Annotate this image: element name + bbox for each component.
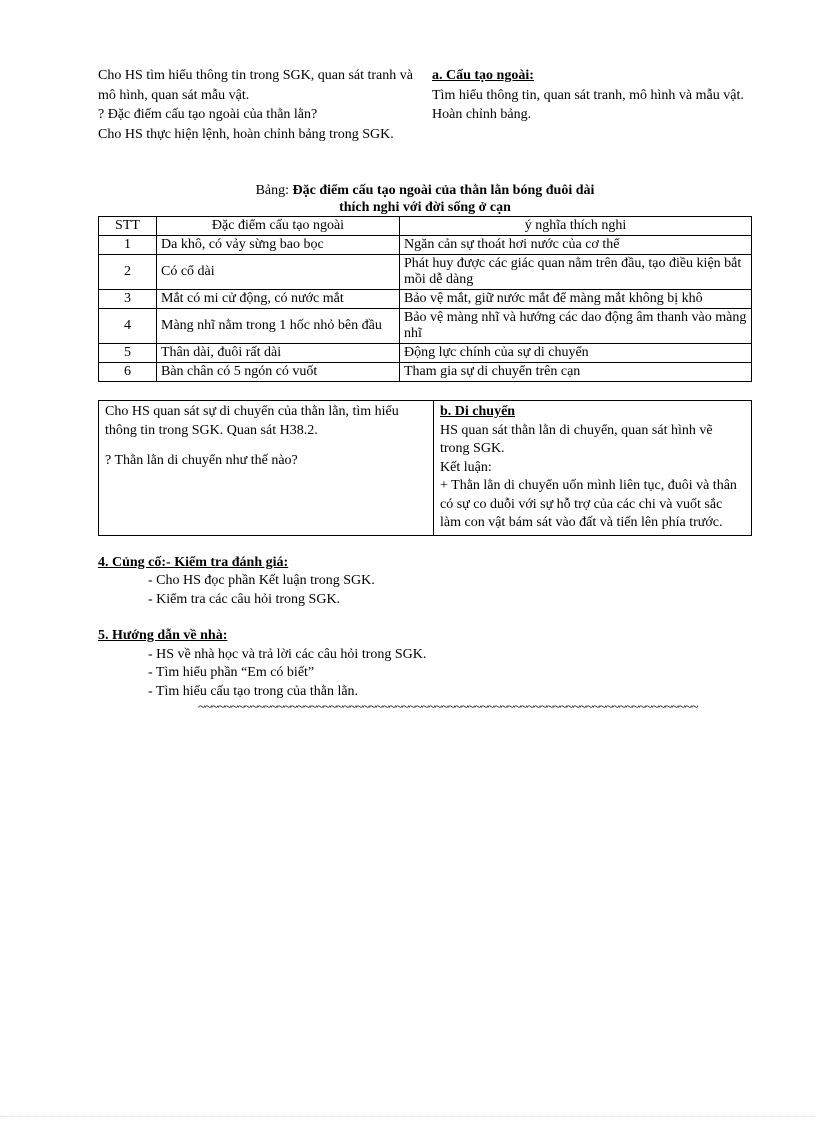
movement-student-cell — [434, 401, 752, 536]
table-header-row — [99, 217, 752, 236]
cell-meaning: Bảo vệ mắt, giữ nước mắt để màng mắt không bị khô — [400, 290, 752, 309]
cell-feature: Da khô, có vảy sừng bao bọc — [157, 236, 400, 255]
cell-feature: Thân dài, đuôi rất dài — [157, 344, 400, 363]
table-row — [99, 309, 752, 344]
structure-heading: a. Cấu tạo ngoài: — [432, 68, 534, 83]
list-item: - HS về nhà học và trả lời các câu hỏi trong SGK. — [148, 646, 427, 662]
cell-meaning: Phát huy được các giác quan nằm trên đầu, tạo điều kiện bắt mồi dễ dàng — [400, 255, 752, 290]
section-review-title: 4. Củng cố:- Kiểm tra đánh giá: — [98, 554, 289, 570]
cell-feature: Màng nhĩ nằm trong 1 hốc nhỏ bên đầu — [157, 309, 400, 344]
table-row — [99, 363, 752, 382]
cell-stt: 5 — [99, 344, 157, 363]
intro-left-line: Cho HS thực hiện lệnh, hoàn chỉnh bảng trong SGK. — [98, 126, 394, 142]
intro-teacher-column — [98, 66, 432, 144]
cell-meaning: Bảo vệ màng nhĩ và hướng các dao động âm thanh vào màng nhĩ — [400, 309, 752, 344]
features-table — [98, 216, 752, 382]
movement-right-line: HS quan sát thằn lằn di chuyển, quan sát hình vẽ trong SGK. — [440, 422, 713, 456]
table-row — [99, 290, 752, 309]
table-row — [99, 255, 752, 290]
movement-teacher-cell — [99, 401, 434, 536]
list-item: - Cho HS đọc phần Kết luận trong SGK. — [148, 573, 375, 588]
table-caption — [98, 182, 752, 216]
header-feature: Đặc điểm cấu tạo ngoài — [157, 217, 400, 236]
cell-stt: 3 — [99, 290, 157, 309]
header-meaning: ý nghĩa thích nghi — [400, 217, 752, 236]
separator-line: ~~~~~~~~~~~~~~~~~~~~~~~~~~~~~~~~~~~~~~~~~~~~~~~~~~~~~~~~~~~~~~~~~~~~~~~~~~~~ — [198, 700, 698, 715]
movement-heading: b. Di chuyển — [440, 404, 516, 419]
cell-meaning: Động lực chính của sự di chuyển — [400, 344, 752, 363]
intro-section — [98, 66, 752, 144]
movement-left-line: Cho HS quan sát sự di chuyển của thằn lằn, tìm hiểu thông tin trong SGK. Quan sát H38.2. — [105, 404, 399, 438]
cell-stt: 4 — [99, 309, 157, 344]
caption-title-line1: Đặc điểm cấu tạo ngoài của thằn lằn bóng đuôi dài — [292, 183, 595, 198]
page-footer-divider — [0, 1116, 816, 1117]
cell-feature: Mắt có mi cử động, có nước mắt — [157, 290, 400, 309]
movement-row — [99, 401, 752, 536]
intro-left-line: Cho HS tìm hiểu thông tin trong SGK, quan sát tranh và mô hình, quan sát mẫu vật. — [98, 68, 413, 103]
caption-title-line2: thích nghi với đời sống ở cạn — [339, 200, 511, 215]
caption-prefix: Bảng: — [255, 183, 293, 198]
list-item: - Kiểm tra các câu hỏi trong SGK. — [148, 591, 341, 607]
header-stt: STT — [99, 217, 157, 236]
cell-meaning: Tham gia sự di chuyển trên cạn — [400, 363, 752, 382]
section-homework-title: 5. Hướng dẫn về nhà: — [98, 628, 228, 643]
movement-table — [98, 400, 752, 536]
list-item: - Tìm hiểu cấu tạo trong của thằn lằn. — [148, 683, 359, 699]
section-homework — [98, 627, 752, 715]
intro-right-line: Tìm hiểu thông tin, quan sát tranh, mô hình và mẫu vật. — [432, 87, 744, 103]
cell-stt: 2 — [99, 255, 157, 290]
intro-right-line: Hoàn chỉnh bảng. — [432, 107, 532, 122]
movement-conclusion-label: Kết luận: — [440, 459, 492, 475]
section-homework-list — [98, 646, 752, 702]
table-row — [99, 344, 752, 363]
table-row — [99, 236, 752, 255]
cell-feature: Có cổ dài — [157, 255, 400, 290]
cell-stt: 1 — [99, 236, 157, 255]
movement-left-question: ? Thằn lằn di chuyển như thế nào? — [105, 453, 298, 468]
section-review — [98, 554, 752, 610]
section-review-list — [98, 572, 752, 609]
cell-meaning: Ngăn cản sự thoát hơi nước của cơ thể — [400, 236, 752, 255]
movement-conclusion: + Thằn lằn di chuyển uốn mình liên tục, đuôi và thân có sự co duỗi với sự hỗ trợ của các chi và vuốt sắc làm con vật bám sát vào đất và tiến lên phía trước. — [440, 478, 737, 530]
cell-stt: 6 — [99, 363, 157, 382]
document-page — [98, 66, 752, 715]
cell-feature: Bàn chân có 5 ngón có vuốt — [157, 363, 400, 382]
intro-left-line: ? Đặc điểm cấu tạo ngoài của thằn lằn? — [98, 107, 318, 122]
list-item: - Tìm hiểu phần “Em có biết” — [148, 665, 315, 680]
intro-student-column — [432, 66, 752, 144]
